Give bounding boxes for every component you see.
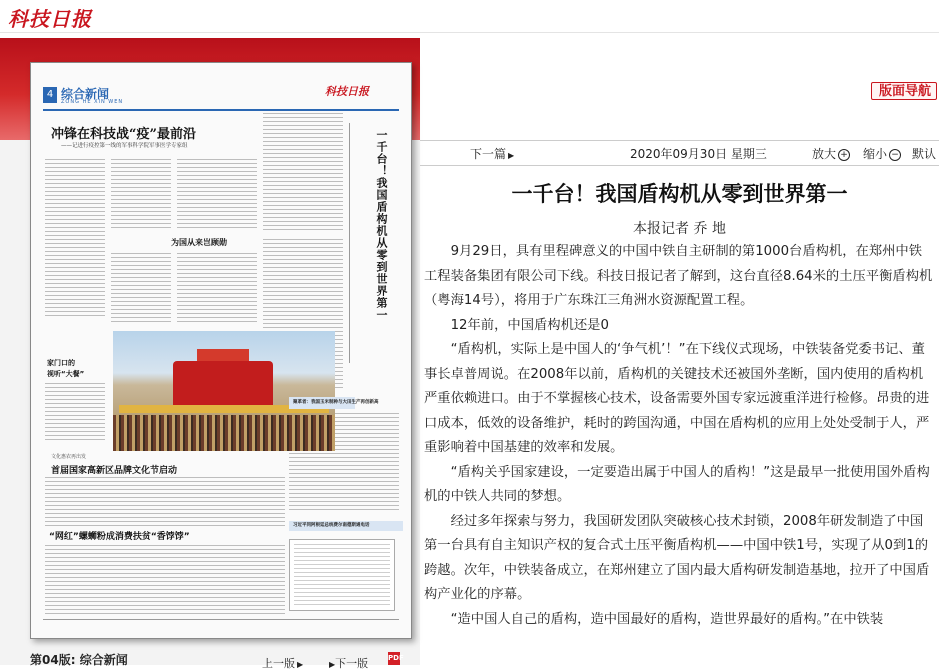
text-column [263, 113, 343, 231]
page-header [43, 83, 399, 111]
page-footer [43, 619, 399, 630]
page-section-number: 4 [43, 87, 57, 103]
text-column [45, 477, 285, 527]
article-paragraph: “盾构机，实际上是中国人的‘争气机’！”在下线仪式现场，中铁装备党委书记、董事长卓普周说。在2008年以前，盾构机的关键技术还被国外垄断，国内使用的盾构机严重依赖进口。由于不掌握核心技术，设备需要外国专家远渡重洋进行检修。昂贵的进口成本，低效的设备维护，耗时的跨国沟通，中国在盾构机的应用上处处受制于人，严重影响着中国基建的效率和发展。 [424, 342, 930, 455]
page-headline-2[interactable]: 为国从来岂顾勋 [171, 238, 227, 247]
article-paragraph: 12年前，中国盾构机还是0 [450, 317, 609, 333]
article-paragraph: “造中国人自己的盾构，造中国最好的盾构，造世界最好的盾构。”在中铁装 [450, 611, 884, 627]
article-toolbar [420, 140, 939, 166]
pdf-icon[interactable]: PDF [388, 652, 400, 665]
text-column [111, 159, 171, 231]
zoom-in-button[interactable]: 放大 + [812, 145, 850, 162]
text-column [45, 545, 285, 615]
article-body [424, 240, 934, 632]
triangle-right-icon: ▶ [329, 660, 336, 669]
page-section-pinyin: ZONG HE XIN WEN [61, 99, 124, 105]
previous-page-link[interactable]: 上一版 ▶ [262, 657, 304, 670]
article-paragraph: 9月29日，具有里程碑意义的中国中铁自主研制的第1000台盾构机，在郑州中铁工程装备集团有限公司下线。科技日报记者了解到，这台直径8.64米的土压平衡盾构机（粤海14号），将用于广东珠江三角洲水资源配置工程。 [424, 244, 933, 308]
page-masthead: 科技日报 [325, 85, 369, 98]
text-column [177, 253, 257, 325]
site-logo[interactable]: 科技日报 [8, 7, 92, 31]
text-column [111, 253, 171, 325]
zoom-out-button[interactable]: 缩小 − [863, 145, 901, 162]
ceremony-photo[interactable] [113, 331, 335, 451]
text-column [45, 159, 105, 319]
default-size-button[interactable]: 默认 [912, 147, 937, 161]
article-paragraph: 经过多年探索与努力，我国研发团队突破核心技术封锁，2008年研发制造了中国第一台具有自主知识产权的复合式土压平衡盾构机——中国中铁1号，实现了从0到1的跨越。次年，中铁装备成立，在郑州建立了国内最大盾构研发制造基地，拉开了中国盾构产业化的序幕。 [424, 513, 930, 602]
next-page-link[interactable]: ▶下一版 [329, 657, 369, 670]
triangle-right-icon: ▶ [508, 151, 515, 160]
plus-circle-icon: + [838, 149, 850, 161]
page-headline-4[interactable]: “网红”螺蛳粉成消费扶贫“香饽饽” [49, 532, 190, 542]
article-byline: 本报记者 乔 地 [633, 221, 726, 237]
text-column [45, 383, 105, 443]
layout-nav-button[interactable]: 版面导航 [871, 82, 937, 100]
page-headline-3[interactable]: 首届国家高新区品牌文化节启动 [51, 466, 178, 476]
page-headline-3-kicker: 文化惠农再出发 [51, 454, 87, 460]
page-box-headline-2[interactable]: 习近平同阿根廷总统费尔南德斯通电话 [289, 521, 403, 531]
triangle-right-icon: ▶ [297, 660, 304, 669]
page-label-name: 综合新闻 [79, 653, 128, 667]
top-bar [0, 0, 939, 33]
page-section-name: 综合新闻 [61, 87, 110, 101]
minus-circle-icon: − [889, 149, 901, 161]
page-label-prefix: 第04版: [30, 653, 76, 667]
page-headline-1[interactable]: 冲锋在科技战“疫”最前沿 [51, 127, 196, 142]
page-label [30, 651, 128, 668]
page-inset-article[interactable] [289, 539, 395, 611]
column-divider [349, 123, 350, 363]
text-column [177, 159, 257, 231]
article-title: 一千台！我国盾构机从零到世界第一 [511, 181, 848, 206]
newspaper-page-image[interactable] [30, 62, 412, 639]
page-headline-1-subtitle: ——记进行疫控第一线的军事科学院军事医学专家组 [61, 143, 188, 149]
issue-date: 2020年09月30日 星期三 [630, 147, 767, 161]
page-box-headline-1[interactable]: 聚革者：我国玉米制种与大田生产再创新高 [289, 397, 355, 409]
article-paragraph: “盾构关乎国家建设，一定要造出属于中国人的盾构！”这是最早一批使用国外盾构机的中铁人共同的梦想。 [424, 464, 930, 504]
photo-caption[interactable]: 家门口的 视听“大餐” [47, 359, 85, 378]
next-article-link[interactable]: 下一篇 ▶ [470, 147, 515, 161]
page-headline-vertical[interactable]: 一千台！我国盾构机从零到世界第一 [375, 129, 388, 321]
